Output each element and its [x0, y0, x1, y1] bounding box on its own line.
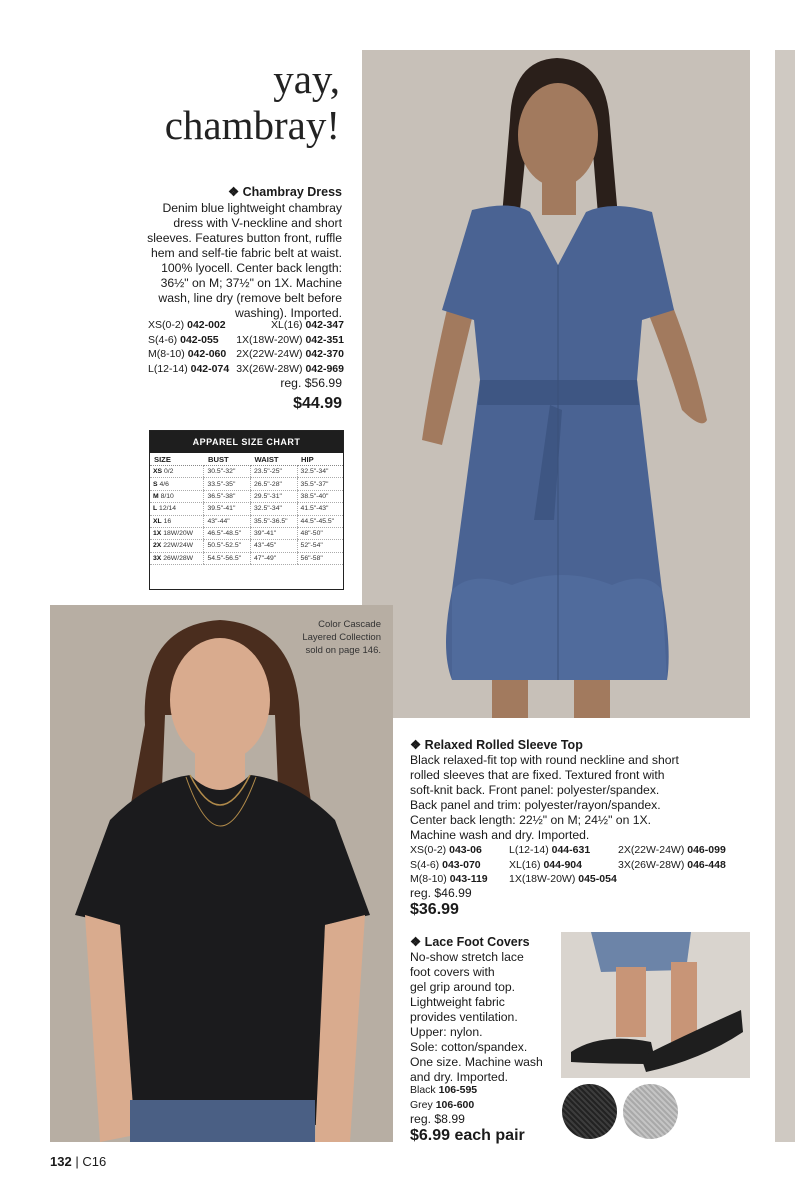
lace-foot-covers-copy: [410, 934, 560, 1085]
size-chart-waist-cell: 43"-45": [251, 540, 298, 552]
description-line: and dry. Imported.: [410, 1070, 508, 1084]
black-color-swatch: [562, 1084, 617, 1139]
lace-foot-covers-title: ❖ Lace Foot Covers: [410, 935, 530, 949]
size-row: XS(0-2) 042-002 XL(16) 042-347: [148, 319, 344, 331]
size-chart-row: [150, 478, 343, 490]
chambray-dress-copy: [82, 184, 342, 321]
lace-foot-covers-sale-price: $6.99 each pair: [410, 1127, 525, 1144]
description-line: provides ventilation.: [410, 1010, 518, 1024]
description-line: wash, line dry (remove belt before: [158, 291, 342, 305]
description-line: hem and self-tie fabric belt at waist.: [150, 246, 342, 260]
description-line: 36½" on M; 37½" on 1X. Machine: [160, 276, 342, 290]
size-entry: S(4-6) 043-070: [410, 858, 481, 871]
relaxed-top-copy: [410, 737, 750, 843]
chambray-dress-title: ❖ Chambray Dress: [227, 185, 342, 199]
size-chart-size-cell: 1X 18W/20W: [150, 527, 204, 539]
size-chart-size-cell: XS 0/2: [150, 466, 204, 478]
description-line: 100% lyocell. Center back length:: [161, 261, 342, 275]
headline-line-2: chambray!: [164, 102, 340, 148]
size-entry: 3X(26W-28W) 046-448: [618, 858, 726, 871]
apparel-size-chart: [149, 430, 344, 590]
size-chart-bust-cell: 39.5"-41": [204, 503, 251, 515]
size-chart-header: BUST: [204, 453, 251, 466]
size-chart-hip-cell: 35.5"-37": [297, 478, 343, 490]
size-chart-waist-cell: 32.5"-34": [251, 503, 298, 515]
size-row: M(8-10) 042-060 2X(22W-24W) 042-370: [148, 348, 344, 361]
relaxed-top-size-list: [410, 843, 738, 887]
grey-color-swatch: [623, 1084, 678, 1139]
relaxed-top-regular-price: reg. $46.99: [410, 886, 472, 900]
description-line: dress with V-neckline and short: [173, 216, 342, 230]
lace-foot-covers-description: [410, 950, 560, 1085]
size-chart-size-cell: S 4/6: [150, 478, 204, 490]
size-chart-table: [150, 453, 343, 565]
description-line: gel grip around top.: [410, 980, 516, 994]
description-line: Black relaxed-fit top with round neckline and short: [410, 753, 679, 767]
lace-foot-covers-photo: [561, 932, 750, 1078]
headline-line-1: yay,: [273, 56, 340, 102]
size-entry: 1X(18W-20W) 045-054: [509, 873, 617, 886]
description-line: Back panel and trim: polyester/rayon/spandex.: [410, 798, 661, 812]
size-chart-row: [150, 503, 343, 515]
size-chart-row: [150, 552, 343, 564]
size-chart-row: [150, 490, 343, 502]
size-chart-bust-cell: 30.5"-32": [204, 466, 251, 478]
catalog-code: C16: [82, 1154, 107, 1169]
size-chart-row: [150, 527, 343, 539]
color-entry-grey: Grey 106-600: [410, 1098, 475, 1111]
size-entry: XL(16) 044-904: [509, 858, 582, 871]
caption-line: sold on page 146.: [305, 645, 381, 656]
size-chart-bust-cell: 54.5"-56.5": [204, 552, 251, 564]
page-folio: [50, 1154, 106, 1169]
size-chart-hip-cell: 38.5"-40": [297, 490, 343, 502]
size-chart-bust-cell: 43"-44": [204, 515, 251, 527]
rolled-sleeve-top-photo: [50, 605, 393, 1142]
size-chart-size-cell: 3X 26W/28W: [150, 552, 204, 564]
description-line: Lightweight fabric: [410, 995, 505, 1009]
description-line: Machine wash and dry. Imported.: [410, 828, 590, 842]
description-line: foot covers with: [410, 965, 495, 979]
chambray-dress-description: [82, 201, 342, 321]
caption-line: Color Cascade: [318, 619, 381, 630]
size-chart-hip-cell: 52"-54": [297, 540, 343, 552]
description-line: Upper: nylon.: [410, 1025, 483, 1039]
size-chart-header: HIP: [297, 453, 343, 466]
size-entry: 2X(22W-24W) 046-099: [618, 844, 726, 856]
description-line: rolled sleeves that are fixed. Textured front with: [410, 768, 665, 782]
size-chart-waist-cell: 39"-41": [251, 527, 298, 539]
chambray-dress-size-list: [148, 318, 344, 376]
size-row: S(4-6) 042-055 1X(18W-20W) 042-351: [148, 333, 344, 346]
size-chart-size-cell: XL 16: [150, 515, 204, 527]
caption-line: Layered Collection: [302, 632, 381, 643]
relaxed-top-sale-price: $36.99: [410, 901, 459, 918]
description-line: Sole: cotton/spandex.: [410, 1040, 528, 1054]
size-chart-waist-cell: 23.5"-25": [251, 466, 298, 478]
size-chart-bust-cell: 46.5"-48.5": [204, 527, 251, 539]
folio-separator: |: [75, 1154, 79, 1169]
headline: [40, 56, 340, 148]
size-chart-header: WAIST: [251, 453, 298, 466]
chambray-dress-regular-price: reg. $56.99: [280, 376, 342, 390]
size-chart-size-cell: M 8/10: [150, 490, 204, 502]
size-chart-row: [150, 540, 343, 552]
size-chart-hip-cell: 56"-58": [297, 552, 343, 564]
size-chart-header: SIZE: [150, 453, 204, 466]
size-chart-bust-cell: 36.5"-38": [204, 490, 251, 502]
size-chart-hip-cell: 41.5"-43": [297, 503, 343, 515]
page-number: 132: [50, 1154, 72, 1169]
description-line: Denim blue lightweight chambray: [162, 201, 342, 215]
color-entry-black: Black 106-595: [410, 1084, 478, 1096]
description-line: sleeves. Features button front, ruffle: [147, 231, 342, 245]
color-cascade-caption: [271, 618, 381, 657]
size-entry: L(12-14) 044-631: [509, 844, 591, 856]
size-chart-size-cell: 2X 22W/24W: [150, 540, 204, 552]
size-chart-row: [150, 466, 343, 478]
adjacent-page-photo-edge: [775, 50, 795, 1142]
lace-foot-covers-color-list: [410, 1083, 477, 1112]
size-chart-size-cell: L 12/14: [150, 503, 204, 515]
size-chart-waist-cell: 29.5"-31": [251, 490, 298, 502]
size-chart-hip-cell: 32.5"-34": [297, 466, 343, 478]
size-chart-bust-cell: 33.5"-35": [204, 478, 251, 490]
size-chart-hip-cell: 48"-50": [297, 527, 343, 539]
size-chart-waist-cell: 35.5"-36.5": [251, 515, 298, 527]
size-row: L(12-14) 042-074 3X(26W-28W) 042-969: [148, 362, 344, 375]
size-chart-row: [150, 515, 343, 527]
description-line: soft-knit back. Front panel: polyester/spandex.: [410, 783, 660, 797]
size-chart-hip-cell: 44.5"-45.5": [297, 515, 343, 527]
description-line: Center back length: 22½" on M; 24½" on 1X.: [410, 813, 652, 827]
relaxed-top-title: ❖ Relaxed Rolled Sleeve Top: [410, 738, 583, 752]
size-chart-title: APPAREL SIZE CHART: [150, 431, 343, 453]
size-chart-bust-cell: 50.5"-52.5": [204, 540, 251, 552]
chambray-dress-sale-price: $44.99: [293, 395, 342, 412]
size-entry: M(8-10) 043-119: [410, 873, 488, 886]
lace-foot-covers-regular-price: reg. $8.99: [410, 1112, 465, 1126]
relaxed-top-description: [410, 753, 750, 843]
description-line: No-show stretch lace: [410, 950, 524, 964]
size-entry: XS(0-2) 043-06: [410, 844, 482, 856]
size-chart-waist-cell: 26.5"-28": [251, 478, 298, 490]
description-line: One size. Machine wash: [410, 1055, 543, 1069]
chambray-dress-photo: [362, 50, 750, 718]
size-chart-waist-cell: 47"-49": [251, 552, 298, 564]
description-line: washing). Imported.: [234, 306, 342, 320]
